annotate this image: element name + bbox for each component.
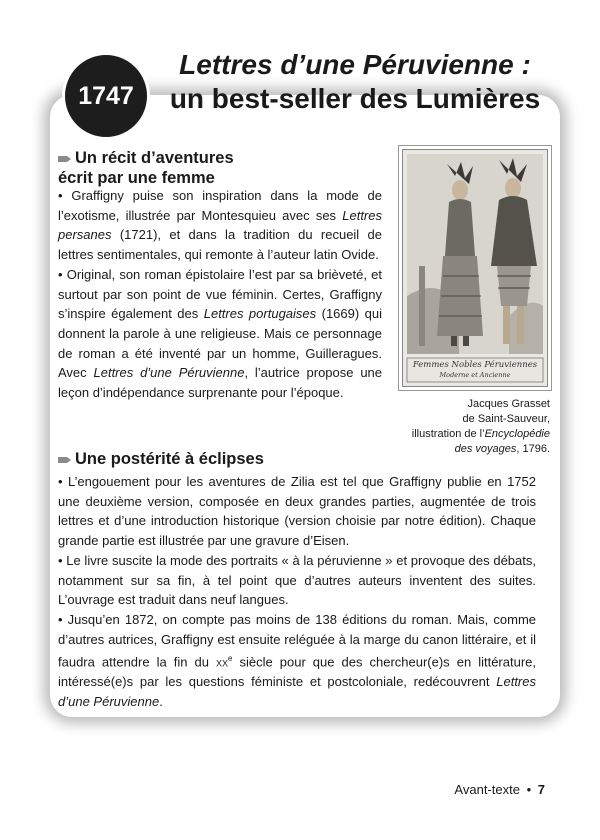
peruvian-women-engraving: [399, 146, 551, 390]
section-heading-2-text: Une postérité à éclipses: [75, 450, 264, 468]
paragraph: • Graffigny puise son inspiration dans la mode de l’exotisme, illustrée par Montesquieu avec ses Lettres persanes (1721), et dans la tradition du recueil de lettres sentimentales, qui remonte à l’auteur latin Ovide.: [58, 188, 382, 263]
engraving-image: [398, 145, 552, 391]
arrow-bullet-icon: [58, 155, 71, 163]
section-heading-1-line-2: écrit par une femme: [58, 169, 215, 187]
title-line-2: un best-seller des Lumières: [169, 83, 541, 114]
footer-bullet: •: [526, 782, 532, 797]
paragraph: • L’engouement pour les aventures de Zilia est tel que Graffigny publie en 1752 une deuxième version, composée en deux grandes parties, augmentée de trois lettres et d’une introduction historique (version choisie par notre édition). Chaque grande partie est illustrée par une gravure d’Eisen.: [58, 474, 536, 549]
page-title: [150, 48, 560, 116]
footer-label: Avant-texte: [454, 782, 520, 797]
title-line-1: Lettres d’une Péruvienne :: [179, 49, 531, 80]
section-heading-1-line-1: Un récit d’aventures: [75, 149, 234, 167]
year-badge: 1747: [62, 52, 150, 140]
section-2-body: [58, 472, 536, 712]
engraving-caption: Femmes Nobles Péruviennes Moderne et Ancienne: [412, 360, 538, 379]
image-caption: Jacques Grasset de Saint-Sauveur, illustration de l’Encyclopédie des voyages, 1796.: [411, 398, 550, 455]
section-heading-1: [58, 148, 234, 188]
section-heading-2: [58, 449, 264, 469]
page-footer: [454, 782, 545, 797]
paragraph: • Le livre suscite la mode des portraits « à la péruvienne » et provoque des débats, notamment sur sa fin, à tel point que d’autres auteurs inventent des suites. L’ouvrage est traduit dans neuf langues.: [58, 552, 536, 608]
section-1-body: [58, 186, 382, 403]
page-number: 7: [537, 782, 545, 797]
arrow-bullet-icon: [58, 456, 71, 464]
paragraph: • Original, son roman épistolaire l’est par sa brièveté, et surtout par son point de vue féminin. Certes, Graffigny s’inspire également des Lettres portugaises (1669) qui donnent la parole à une religieuse. Mais ce personnage de roman a été inventé par un homme, Guilleragues. Avec Lettres d’une Péruvienne, l’autrice propose une leçon d’indépendance surprenante pour l’époque.: [58, 266, 383, 401]
paragraph: • Jusqu’en 1872, on compte pas moins de 138 éditions du roman. Mais, comme d’autres autrices, Graffigny est ensuite reléguée à la marge du canon littéraire, et il faudra attendre la fin du $xx^e$ siècle pour que des chercheur(e)s en littérature, intéressé(e)s par les questions féministe et postcoloniale, redécouvrent Lettres d’une Péruvienne.: [58, 611, 536, 710]
